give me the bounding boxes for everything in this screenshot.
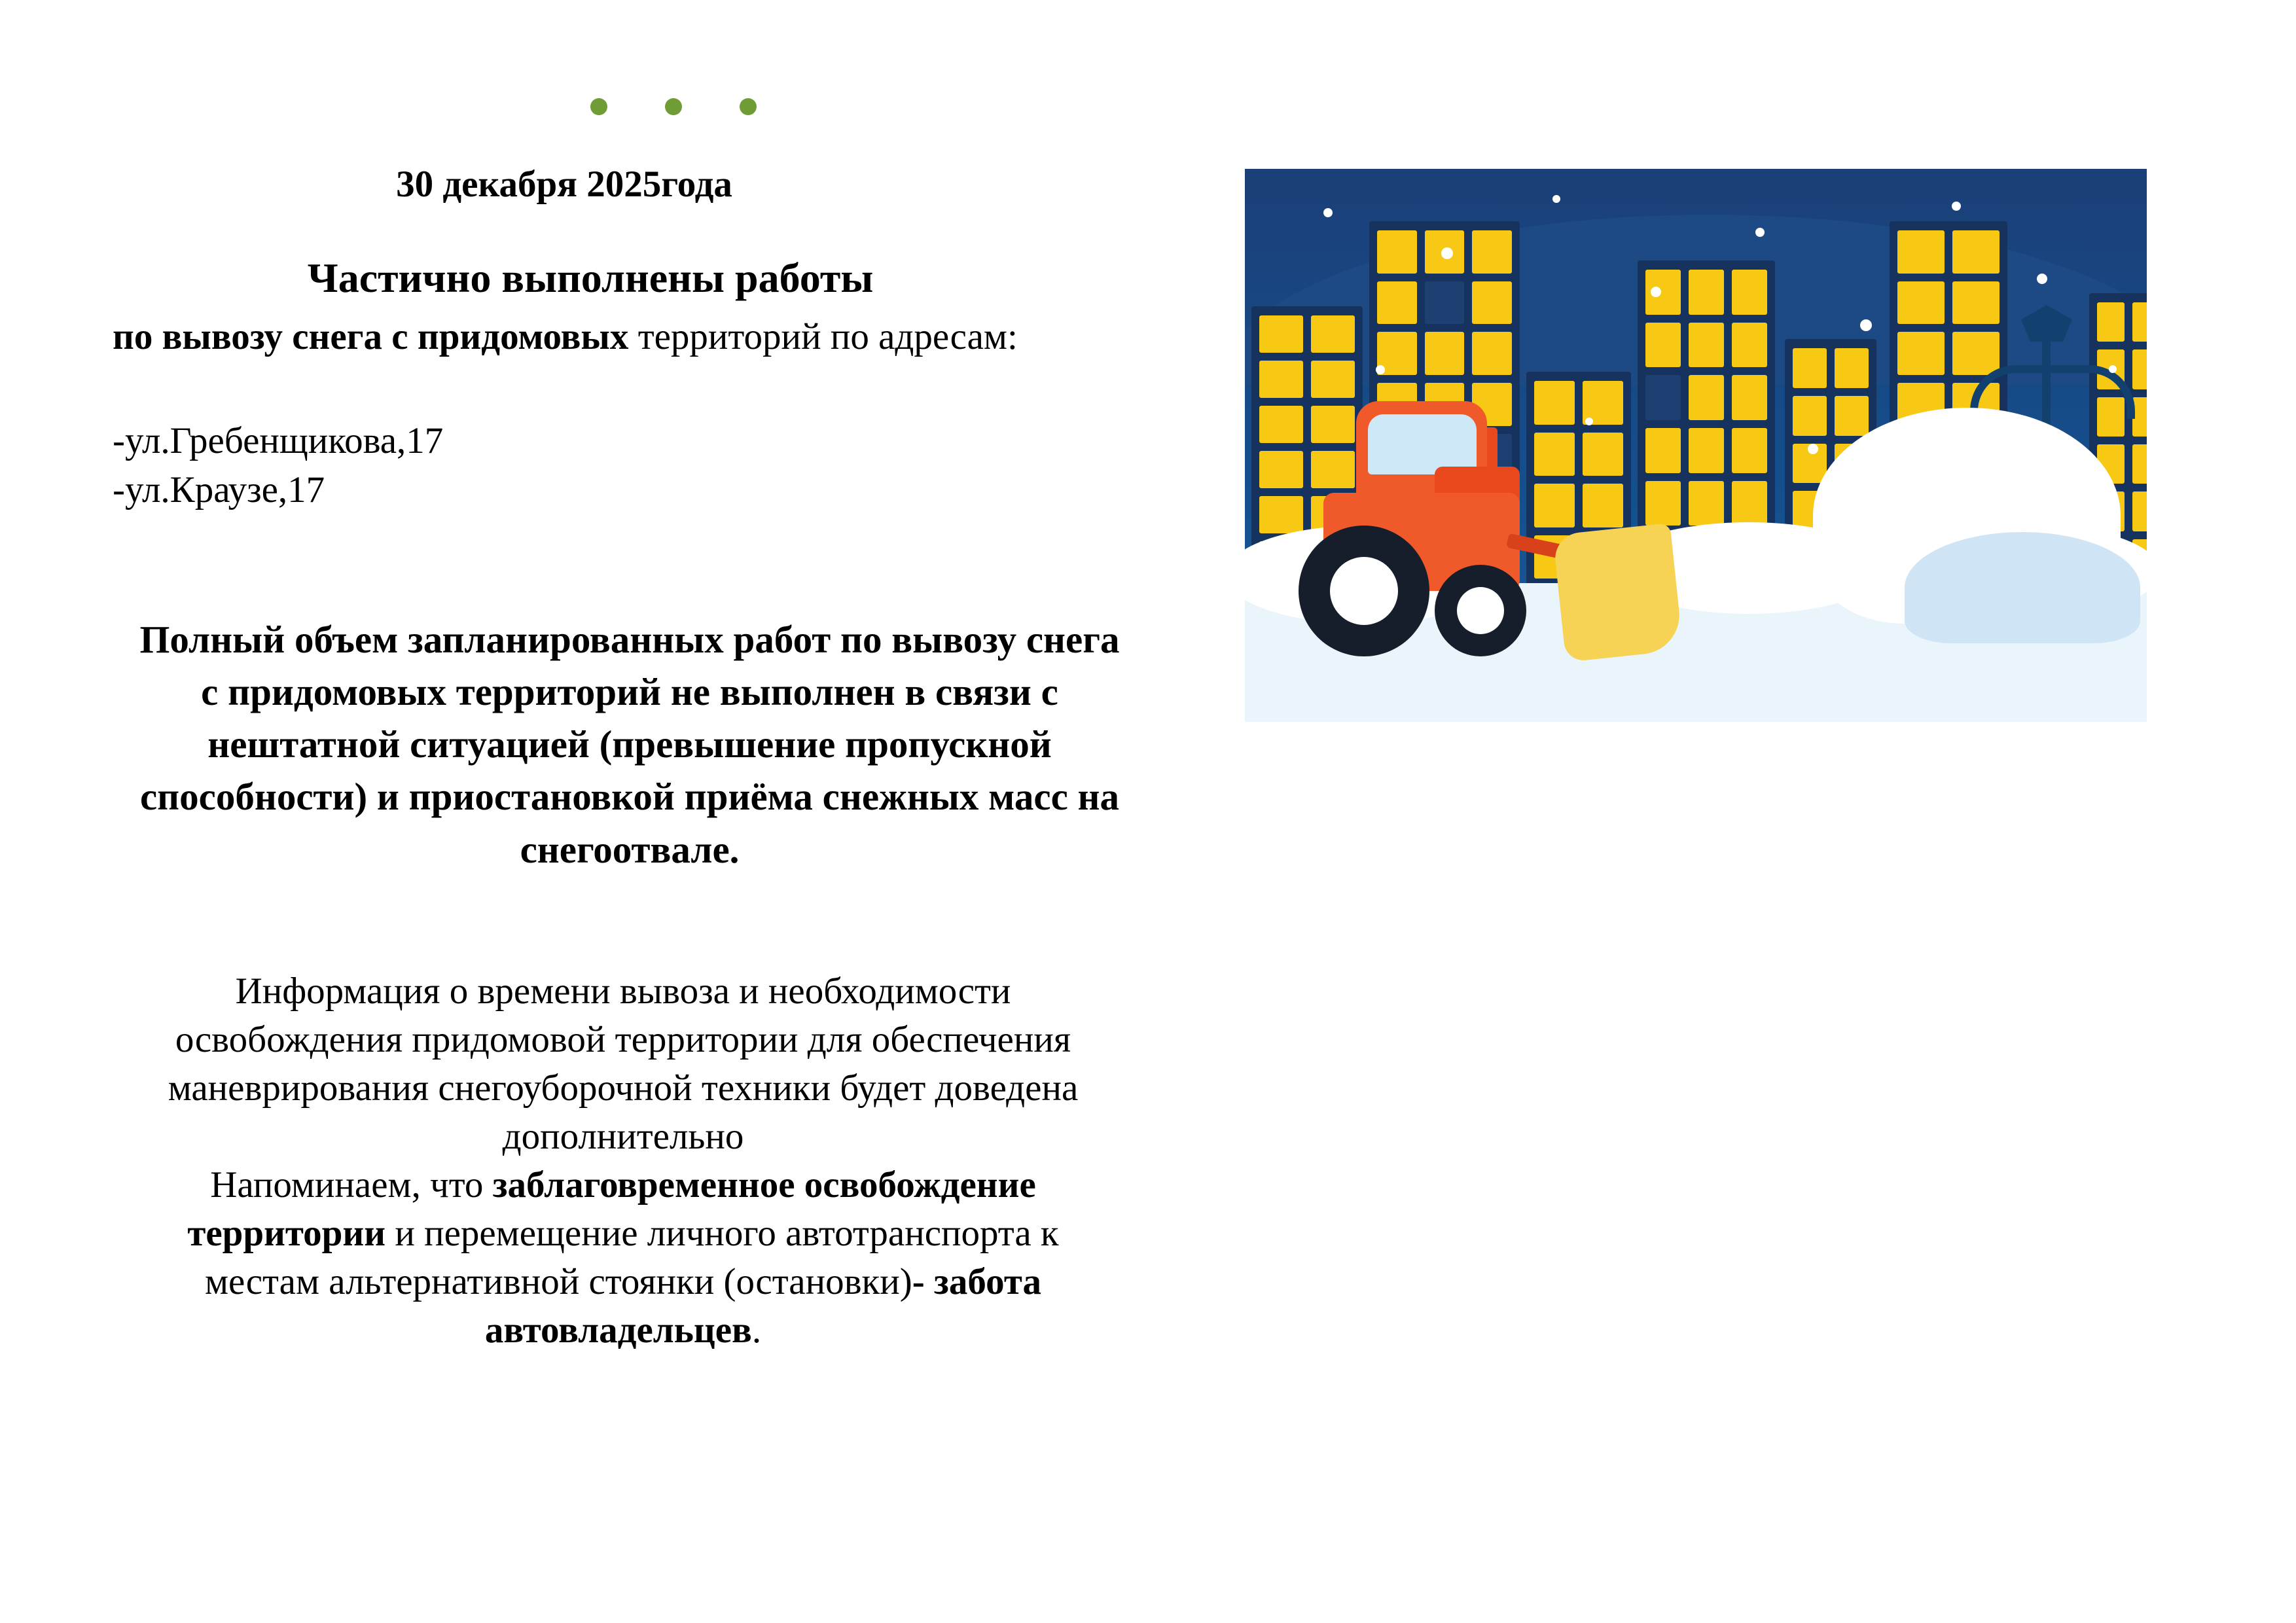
reminder-text-3: . [751, 1310, 762, 1351]
window [1311, 315, 1355, 353]
snowflake [1376, 365, 1385, 374]
list-item: -ул.Гребенщикова,17 [113, 420, 444, 462]
reminder-bold-1: заблаговременное освобождение территории [187, 1164, 1036, 1255]
window [1835, 348, 1869, 388]
snow-removal-illustration [1245, 169, 2147, 722]
window [1732, 270, 1767, 315]
window [2132, 491, 2147, 531]
window [2132, 302, 2147, 342]
snowflake [1585, 418, 1593, 425]
window [1425, 332, 1465, 375]
date-line: 30 декабря 2025года [396, 164, 732, 205]
text-column [113, 98, 1160, 1355]
reminder-paragraph [126, 1161, 1121, 1355]
snowflake [1860, 319, 1872, 331]
window [2097, 302, 2125, 342]
window [1472, 332, 1512, 375]
window [1689, 270, 1724, 315]
window [1259, 315, 1303, 353]
subline-bold: по вывозу снега с придомовых [113, 316, 629, 358]
info-block [113, 967, 1160, 1355]
wheel-hub [1330, 557, 1398, 625]
address-list [113, 416, 1160, 514]
headline: Частично выполнены работы [307, 255, 874, 302]
snowflake [1552, 195, 1560, 203]
window [1952, 281, 2000, 325]
window [1732, 428, 1767, 473]
snowflake [2037, 274, 2047, 284]
window [1472, 230, 1512, 274]
window [1377, 230, 1417, 274]
info-line: дополнительно [502, 1116, 744, 1158]
tractor-front-wheel [1435, 565, 1526, 656]
snow-plow-blade [1552, 523, 1683, 662]
window [1897, 230, 1945, 274]
snowflake [1441, 247, 1453, 259]
window [1897, 281, 1945, 325]
window [1897, 332, 1945, 375]
window [1952, 230, 2000, 274]
window [1645, 323, 1681, 368]
window [1732, 323, 1767, 368]
window [1952, 332, 2000, 375]
reminder-bold-2: - забота автовладельцев [484, 1261, 1042, 1351]
tractor-rear-wheel [1299, 526, 1429, 656]
snowflake [1651, 287, 1661, 297]
window [1732, 481, 1767, 526]
info-line: Информация о времени вывоза и необходимости [235, 970, 1011, 1012]
snowflake [1755, 228, 1765, 237]
window [1793, 396, 1827, 436]
info-line: маневрирования снегоуборочной техники будет доведена [168, 1067, 1079, 1109]
window [1472, 281, 1512, 325]
info-line: освобождения придомовой территории для обеспечения [175, 1018, 1071, 1060]
snow-pile-small [1905, 532, 2140, 643]
dot-icon [665, 98, 682, 115]
wheel-hub [1457, 587, 1505, 635]
dot-icon [590, 98, 607, 115]
bold-statement: Полный объем запланированных работ по вывозу снега с придомовых территорий не выполнен в связи с нештатной ситуацией (превышение пропускной способности) и приостановкой приёма снежных масс на снегоотвале. [139, 617, 1120, 871]
snow-tractor [1284, 388, 1703, 696]
window [1689, 323, 1724, 368]
list-item: -ул.Краузе,17 [113, 469, 325, 511]
snowflake [1808, 444, 1818, 454]
window [1793, 348, 1827, 388]
reminder-text-2: и перемещение личного автотранспорта к местам альтернативной стоянки (остановки) [204, 1213, 1059, 1303]
snowflake [1323, 208, 1333, 217]
window [1377, 281, 1417, 325]
decorative-dots [590, 98, 1160, 115]
window [2132, 444, 2147, 484]
subline-rest: территорий по адресам: [628, 316, 1018, 358]
reminder-text-1: Напоминаем, что [210, 1164, 493, 1206]
window [1425, 281, 1465, 325]
snowflake [1952, 202, 1961, 211]
subline [113, 313, 1160, 361]
window [1732, 375, 1767, 420]
window [2132, 349, 2147, 389]
dot-icon [740, 98, 757, 115]
snowflake [2109, 365, 2117, 373]
window [1835, 396, 1869, 436]
tractor-window [1368, 414, 1477, 474]
